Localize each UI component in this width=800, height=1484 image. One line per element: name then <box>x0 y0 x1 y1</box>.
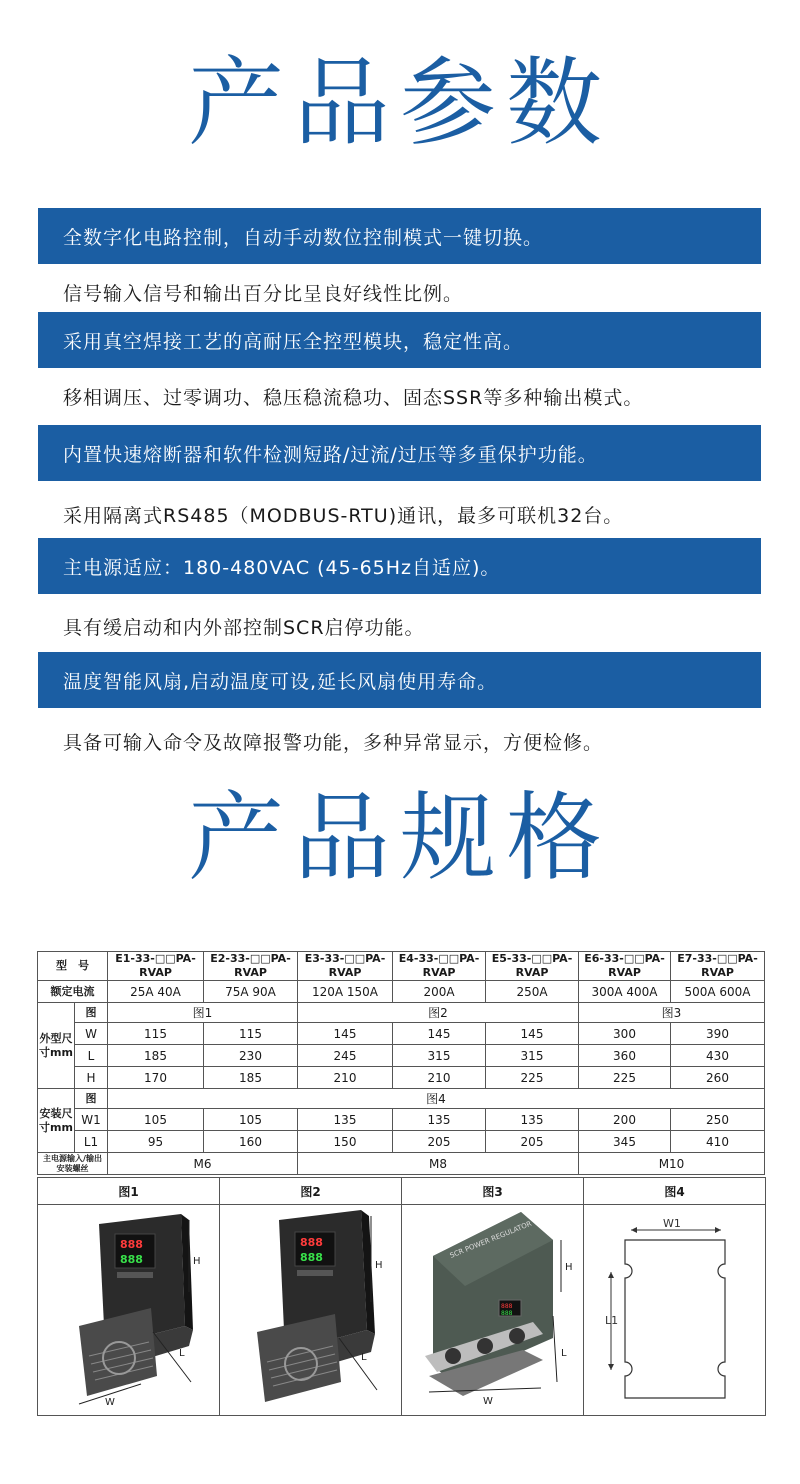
mounting-drawing <box>585 1206 765 1414</box>
row-label-h: H <box>75 1067 108 1089</box>
model-cell: E4-33-□□PA-RVAP <box>393 952 486 981</box>
fig-group-cell: 图2 <box>298 1003 579 1023</box>
figure-header: 图4 <box>584 1178 766 1205</box>
feature-item: 采用隔离式RS485（MODBUS-RTU)通讯，最多可联机32台。 <box>63 504 624 527</box>
dim-cell: 105 <box>204 1109 298 1131</box>
dim-label-l: L <box>178 1348 185 1359</box>
figure-2-cell <box>220 1205 402 1416</box>
dim-cell: 150 <box>298 1131 393 1153</box>
dim-cell: 115 <box>108 1023 204 1045</box>
display-bottom: 888 <box>299 1251 323 1264</box>
model-cell: E2-33-□□PA-RVAP <box>204 952 298 981</box>
figure-table <box>37 1177 766 1416</box>
current-cell: 200A <box>393 981 486 1003</box>
dim-cell: 225 <box>579 1067 671 1089</box>
dim-cell: 225 <box>486 1067 579 1089</box>
screw-cell: M10 <box>579 1153 765 1175</box>
section-title-specs: 产品规格 <box>188 782 612 894</box>
figure-1-cell <box>38 1205 220 1416</box>
figure-header: 图2 <box>220 1178 402 1205</box>
figure-header: 图3 <box>402 1178 584 1205</box>
dim-cell: 205 <box>486 1131 579 1153</box>
current-cell: 300A 400A <box>579 981 671 1003</box>
dim-cell: 200 <box>579 1109 671 1131</box>
dim-cell: 145 <box>298 1023 393 1045</box>
regulator-large-image <box>403 1206 583 1414</box>
row-label-w1: W1 <box>75 1109 108 1131</box>
row-label-l1: L1 <box>75 1131 108 1153</box>
dim-cell: 410 <box>671 1131 765 1153</box>
current-cell: 500A 600A <box>671 981 765 1003</box>
dim-cell: 95 <box>108 1131 204 1153</box>
dim-cell: 260 <box>671 1067 765 1089</box>
regulator-medium-image <box>221 1206 401 1414</box>
screw-label-line1: 主电源输入/输出 <box>43 1153 102 1163</box>
fig-group-cell: 图1 <box>108 1003 298 1023</box>
mount-size-label: 安装尺寸mm <box>38 1089 75 1153</box>
dim-cell: 345 <box>579 1131 671 1153</box>
dim-cell: 145 <box>486 1023 579 1045</box>
dim-cell: 315 <box>393 1045 486 1067</box>
dim-cell: 430 <box>671 1045 765 1067</box>
screw-label <box>38 1153 108 1175</box>
section-title-params: 产品参数 <box>188 47 612 159</box>
model-cell: E6-33-□□PA-RVAP <box>579 952 671 981</box>
figure-3-cell <box>402 1205 584 1416</box>
row-label-w: W <box>75 1023 108 1045</box>
display-bottom: 888 <box>500 1310 512 1317</box>
display-top: 888 <box>299 1236 323 1249</box>
dim-cell: 145 <box>393 1023 486 1045</box>
dim-label-w: W <box>482 1396 493 1407</box>
dim-label-h: H <box>564 1262 573 1273</box>
row-label-l: L <box>75 1045 108 1067</box>
current-cell: 250A <box>486 981 579 1003</box>
dim-cell: 205 <box>393 1131 486 1153</box>
dim-cell: 210 <box>393 1067 486 1089</box>
current-cell: 75A 90A <box>204 981 298 1003</box>
dim-cell: 230 <box>204 1045 298 1067</box>
dim-cell: 170 <box>108 1067 204 1089</box>
dim-cell: 105 <box>108 1109 204 1131</box>
outer-size-label: 外型尺寸mm <box>38 1003 75 1089</box>
dim-cell: 360 <box>579 1045 671 1067</box>
feature-item: 移相调压、过零调功、稳压稳流稳功、固态SSR等多种输出模式。 <box>63 386 644 409</box>
fig-row-label: 图 <box>75 1003 108 1023</box>
dim-cell: 300 <box>579 1023 671 1045</box>
dim-cell: 135 <box>298 1109 393 1131</box>
feature-item: 温度智能风扇,启动温度可设,延长风扇使用寿命。 <box>38 652 761 708</box>
dim-cell: 135 <box>393 1109 486 1131</box>
regulator-small-image <box>39 1206 219 1414</box>
dim-label-h: H <box>374 1260 383 1271</box>
dim-cell: 390 <box>671 1023 765 1045</box>
dim-cell: 315 <box>486 1045 579 1067</box>
dim-label-w: W <box>104 1397 115 1408</box>
screw-label-line2: 安装螺丝 <box>56 1163 89 1173</box>
dim-label-l: L <box>560 1348 567 1359</box>
model-cell: E1-33-□□PA-RVAP <box>108 952 204 981</box>
feature-item: 具备可输入命令及故障报警功能，多种异常显示，方便检修。 <box>63 731 604 754</box>
dim-cell: 185 <box>108 1045 204 1067</box>
screw-cell: M6 <box>108 1153 298 1175</box>
feature-item: 全数字化电路控制，自动手动数位控制模式一键切换。 <box>38 208 761 264</box>
feature-item: 具有缓启动和内外部控制SCR启停功能。 <box>63 616 425 639</box>
model-cell: E3-33-□□PA-RVAP <box>298 952 393 981</box>
dim-cell: 115 <box>204 1023 298 1045</box>
spec-table <box>37 951 765 1175</box>
unit-label: SCR POWER REGULATOR <box>448 1219 533 1260</box>
dim-cell: 250 <box>671 1109 765 1131</box>
model-label: 型 号 <box>38 952 108 981</box>
display-top: 888 <box>119 1238 143 1251</box>
dim-cell: 185 <box>204 1067 298 1089</box>
fig-group-cell: 图3 <box>579 1003 765 1023</box>
feature-item: 采用真空焊接工艺的高耐压全控型模块，稳定性高。 <box>38 312 761 368</box>
fig4-cell: 图4 <box>108 1089 765 1109</box>
feature-item: 主电源适应：180-480VAC (45-65Hz自适应)。 <box>38 538 761 594</box>
current-label: 额定电流 <box>38 981 108 1003</box>
display-top: 888 <box>500 1303 512 1310</box>
screw-cell: M8 <box>298 1153 579 1175</box>
current-cell: 120A 150A <box>298 981 393 1003</box>
dim-label-h: H <box>192 1256 201 1267</box>
dim-cell: 210 <box>298 1067 393 1089</box>
dim-label-l: L <box>360 1352 367 1363</box>
dim-label-w1: W1 <box>662 1217 681 1230</box>
current-cell: 25A 40A <box>108 981 204 1003</box>
feature-item: 信号输入信号和输出百分比呈良好线性比例。 <box>63 282 464 305</box>
dim-cell: 245 <box>298 1045 393 1067</box>
feature-item: 内置快速熔断器和软件检测短路/过流/过压等多重保护功能。 <box>38 425 761 481</box>
dim-label-l1: L1 <box>604 1314 618 1327</box>
dim-cell: 135 <box>486 1109 579 1131</box>
figure-4-cell <box>584 1205 766 1416</box>
figure-header: 图1 <box>38 1178 220 1205</box>
fig-row-label: 图 <box>75 1089 108 1109</box>
display-bottom: 888 <box>119 1253 143 1266</box>
model-cell: E5-33-□□PA-RVAP <box>486 952 579 981</box>
model-cell: E7-33-□□PA-RVAP <box>671 952 765 981</box>
dim-cell: 160 <box>204 1131 298 1153</box>
